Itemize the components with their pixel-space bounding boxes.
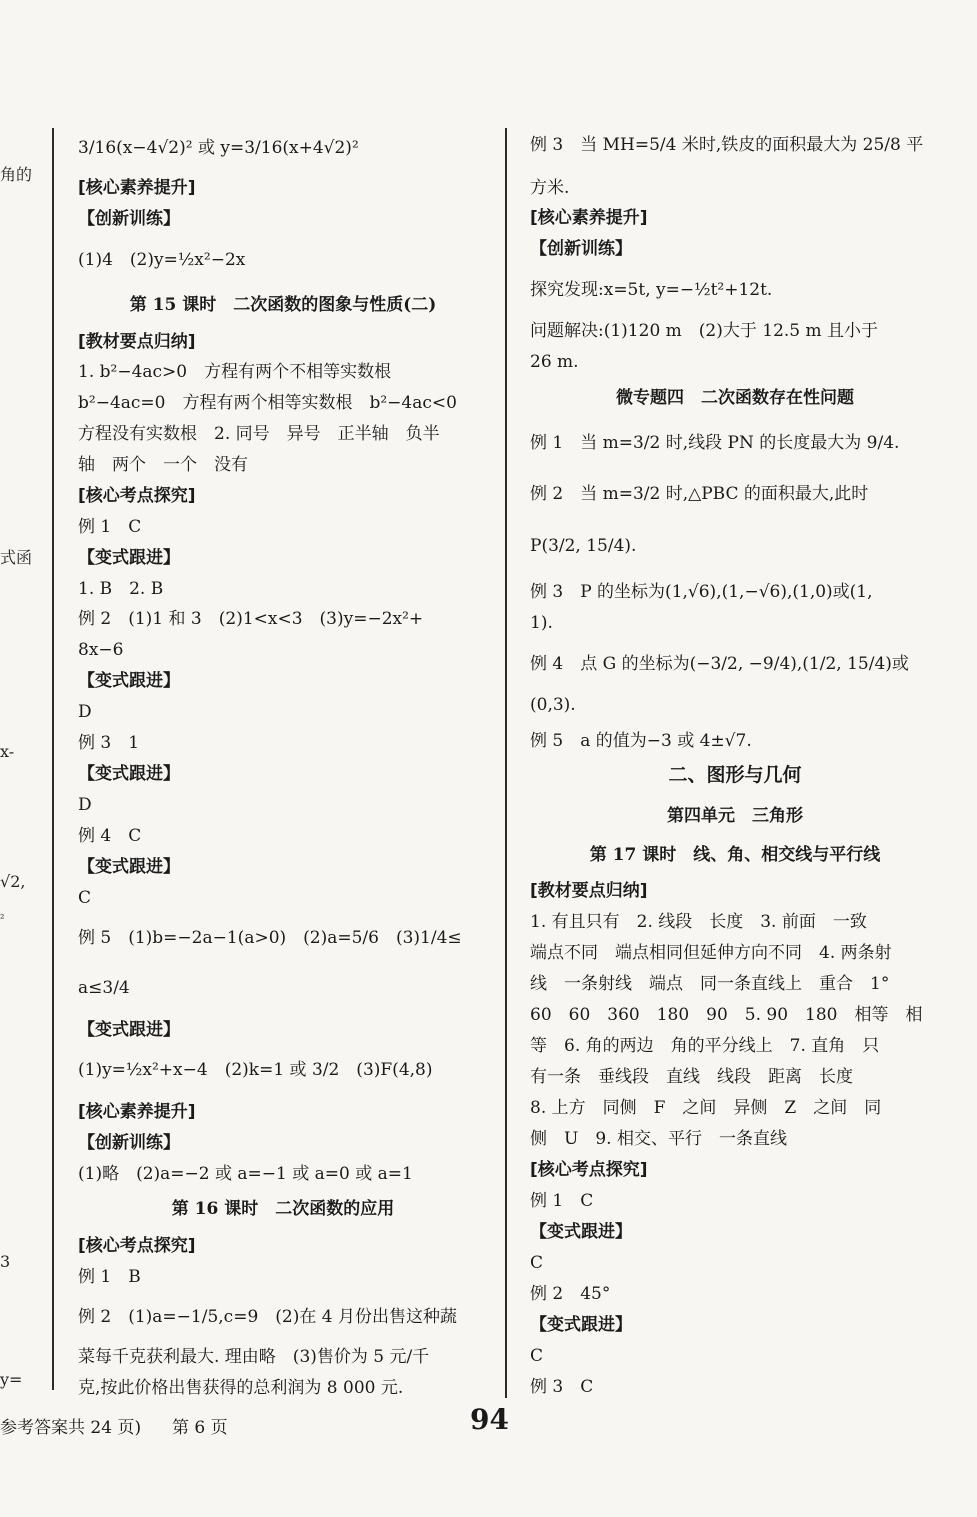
column-divider bbox=[52, 128, 54, 1390]
lesson-title: 微专题四 二次函数存在性问题 bbox=[616, 388, 854, 408]
answer-line: 探究发现:x=5t, y=−½t²+12t. bbox=[530, 280, 773, 300]
answer-line: 例 1 当 m=3/2 时,线段 PN 的长度最大为 9/4. bbox=[530, 433, 900, 453]
answer-line: 1. b²−4ac>0 方程有两个不相等实数根 bbox=[78, 362, 392, 382]
answer-line: C bbox=[530, 1346, 544, 1366]
answer-line: (1)y=½x²+x−4 (2)k=1 或 3/2 (3)F(4,8) bbox=[78, 1060, 433, 1080]
section-heading: [核心考点探究] bbox=[78, 1236, 196, 1256]
answer-line: 3/16(x−4√2)² 或 y=3/16(x+4√2)² bbox=[78, 138, 359, 158]
answer-line: 问题解决:(1)120 m (2)大于 12.5 m 且小于 bbox=[530, 321, 879, 341]
unit-title: 第四单元 三角形 bbox=[667, 806, 803, 826]
section-heading: 【变式跟进】 bbox=[78, 764, 180, 784]
section-heading: 【创新训练】 bbox=[78, 1133, 180, 1153]
answer-line: 方程没有实数根 2. 同号 异号 正半轴 负半 bbox=[78, 424, 440, 444]
edge-text: 角的 bbox=[0, 165, 33, 184]
section-heading: 【变式跟进】 bbox=[78, 671, 180, 691]
answer-line: 例 5 (1)b=−2a−1(a>0) (2)a=5/6 (3)1/4≤ bbox=[78, 928, 462, 948]
answer-line: 轴 两个 一个 没有 bbox=[78, 455, 248, 475]
section-heading: 【创新训练】 bbox=[530, 239, 632, 259]
section-heading: 【创新训练】 bbox=[78, 209, 180, 229]
footer-total-pages: 参考答案共 24 页) bbox=[0, 1418, 142, 1438]
answer-line: C bbox=[78, 888, 92, 908]
answer-line: 端点不同 端点相同但延伸方向不同 4. 两条射 bbox=[530, 943, 892, 963]
answer-line: 例 1 C bbox=[530, 1191, 594, 1211]
section-heading: [核心素养提升] bbox=[78, 1102, 196, 1122]
section-heading: [教材要点归纳] bbox=[78, 332, 196, 352]
answer-line: 有一条 垂线段 直线 线段 距离 长度 bbox=[530, 1067, 853, 1087]
section-heading: 【变式跟进】 bbox=[78, 548, 180, 568]
edge-text: √2, bbox=[0, 872, 26, 891]
answer-line: 克,按此价格出售获得的总利润为 8 000 元. bbox=[78, 1378, 404, 1398]
answer-line: 方米. bbox=[530, 178, 570, 198]
answer-line: 例 2 (1)a=−1/5,c=9 (2)在 4 月份出售这种蔬 bbox=[78, 1307, 457, 1327]
section-heading: 【变式跟进】 bbox=[530, 1315, 632, 1335]
answer-line: (1)4 (2)y=½x²−2x bbox=[78, 250, 246, 270]
answer-line: 等 6. 角的两边 角的平分线上 7. 直角 只 bbox=[530, 1036, 880, 1056]
section-heading: [教材要点归纳] bbox=[530, 881, 648, 901]
answer-line: 线 一条射线 端点 同一条直线上 重合 1° bbox=[530, 974, 890, 994]
section-heading: [核心素养提升] bbox=[530, 208, 648, 228]
answer-line: 1. B 2. B bbox=[78, 579, 164, 599]
answer-line: 例 3 当 MH=5/4 米时,铁皮的面积最大为 25/8 平 bbox=[530, 135, 924, 155]
edge-text: ² bbox=[0, 912, 5, 925]
answer-line: 8. 上方 同侧 F 之间 异侧 Z 之间 同 bbox=[530, 1098, 882, 1118]
answer-line: 例 1 B bbox=[78, 1267, 141, 1287]
answer-line: 侧 U 9. 相交、平行 一条直线 bbox=[530, 1129, 787, 1149]
answer-line: 例 2 45° bbox=[530, 1284, 611, 1304]
part-title: 二、图形与几何 bbox=[668, 764, 802, 786]
answer-line: D bbox=[78, 702, 92, 722]
section-heading: 【变式跟进】 bbox=[530, 1222, 632, 1242]
answer-line: (1)略 (2)a=−2 或 a=−1 或 a=0 或 a=1 bbox=[78, 1164, 413, 1184]
answer-line: P(3/2, 15/4). bbox=[530, 536, 637, 556]
edge-text: 3 bbox=[0, 1252, 11, 1271]
answer-line: 1). bbox=[530, 613, 553, 633]
section-heading: 【变式跟进】 bbox=[78, 1020, 180, 1040]
answer-line: 8x−6 bbox=[78, 640, 124, 660]
answer-line: 菜每千克获利最大. 理由略 (3)售价为 5 元/千 bbox=[78, 1347, 430, 1367]
answer-line: C bbox=[530, 1253, 544, 1273]
answer-line: 例 5 a 的值为−3 或 4±√7. bbox=[530, 731, 752, 751]
section-heading: [核心考点探究] bbox=[530, 1160, 648, 1180]
answer-line: 例 3 1 bbox=[78, 733, 140, 753]
answer-line: 例 1 C bbox=[78, 517, 142, 537]
answer-line: (0,3). bbox=[530, 695, 576, 715]
lesson-title: 第 17 课时 线、角、相交线与平行线 bbox=[589, 845, 881, 865]
lesson-title: 第 16 课时 二次函数的应用 bbox=[171, 1199, 395, 1219]
page-number: 94 bbox=[470, 1403, 509, 1436]
section-heading: [核心考点探究] bbox=[78, 486, 196, 506]
answer-line: D bbox=[78, 795, 92, 815]
column-divider bbox=[505, 128, 507, 1398]
lesson-title: 第 15 课时 二次函数的图象与性质(二) bbox=[129, 295, 437, 315]
answer-line: 例 2 当 m=3/2 时,△PBC 的面积最大,此时 bbox=[530, 484, 869, 504]
edge-text: 式函 bbox=[0, 548, 33, 567]
section-heading: [核心素养提升] bbox=[78, 178, 196, 198]
answer-line: 例 2 (1)1 和 3 (2)1<x<3 (3)y=−2x²+ bbox=[78, 609, 424, 629]
edge-text: x- bbox=[0, 742, 15, 761]
answer-line: 1. 有且只有 2. 线段 长度 3. 前面 一致 bbox=[530, 912, 867, 932]
answer-line: 例 4 C bbox=[78, 826, 142, 846]
footer-page-label: 第 6 页 bbox=[172, 1418, 228, 1438]
answer-line: b²−4ac=0 方程有两个相等实数根 b²−4ac<0 bbox=[78, 393, 457, 413]
answer-line: 例 3 C bbox=[530, 1377, 594, 1397]
answer-line: 例 3 P 的坐标为(1,√6),(1,−√6),(1,0)或(1, bbox=[530, 582, 873, 602]
edge-text: y= bbox=[0, 1370, 23, 1389]
answer-line: 例 4 点 G 的坐标为(−3/2, −9/4),(1/2, 15/4)或 bbox=[530, 654, 909, 674]
section-heading: 【变式跟进】 bbox=[78, 857, 180, 877]
answer-line: 60 60 360 180 90 5. 90 180 相等 相 bbox=[530, 1005, 923, 1025]
answer-line: 26 m. bbox=[530, 352, 579, 372]
answer-line: a≤3/4 bbox=[78, 978, 130, 998]
